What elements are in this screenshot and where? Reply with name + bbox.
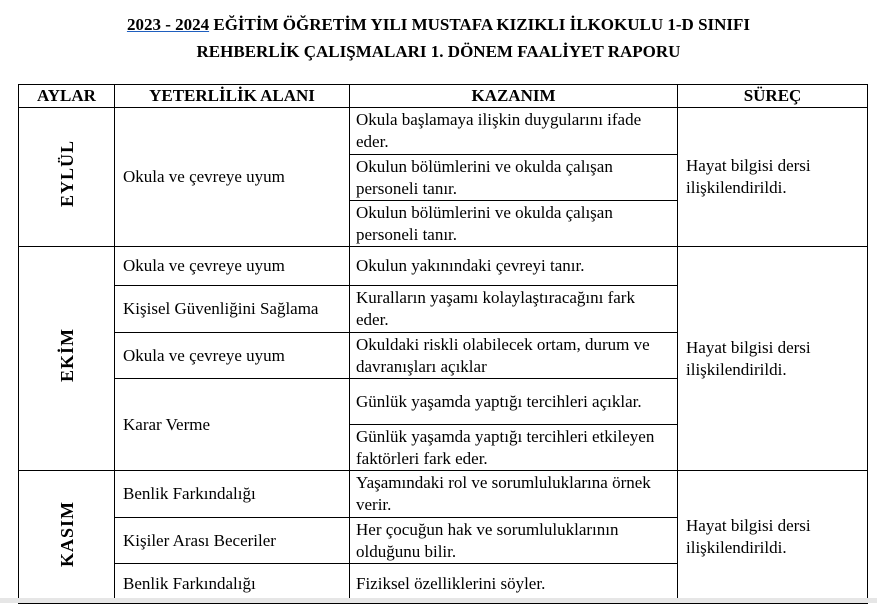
month-label: EYLÜL [56,140,77,208]
header-row [19,85,868,108]
area-cell: Okula ve çevreye uyum [115,333,350,379]
table-row [19,471,868,518]
month-cell-kasim [19,471,115,604]
area-cell: Benlik Farkındalığı [115,471,350,518]
gain-cell: Okuldaki riskli olabilecek ortam, durum ve davranışları açıklar [350,333,678,379]
school-year: 2023 - 2024 [126,15,210,34]
report-title-line-1 [0,14,877,36]
gain-cell: Fiziksel özelliklerini söyler. [350,564,678,604]
report-title-line-2: REHBERLİK ÇALIŞMALARI 1. DÖNEM FAALİYET RAPORU [196,42,681,61]
area-cell: Okula ve çevreye uyum [115,247,350,286]
header-area: YETERLİLİK ALANI [115,85,350,108]
gain-cell: Her çocuğun hak ve sorumluluklarının olduğunu bilir. [350,518,678,564]
month-cell-eylul [19,108,115,247]
area-cell: Benlik Farkındalığı [115,564,350,604]
area-cell: Okula ve çevreye uyum [115,108,350,247]
header-months: AYLAR [19,85,115,108]
process-cell: Hayat bilgisi dersi ilişkilendirildi. [678,247,868,471]
gain-cell: Yaşamındaki rol ve sorumluluklarına örnek verir. [350,471,678,518]
process-cell: Hayat bilgisi dersi ilişkilendirildi. [678,108,868,247]
gain-cell: Okulun bölümlerini ve okulda çalışan personeli tanır. [350,155,678,201]
area-cell: Kişiler Arası Beceriler [115,518,350,564]
gain-cell: Okulun bölümlerini ve okulda çalışan personeli tanır. [350,201,678,247]
title-line-1-rest: EĞİTİM ÖĞRETİM YILI MUSTAFA KIZIKLI İLKOKULU 1-D SINIFI [209,15,751,34]
month-label: EKİM [56,328,77,383]
process-cell: Hayat bilgisi dersi ilişkilendirildi. [678,471,868,604]
month-cell-ekim [19,247,115,471]
area-cell: Kişisel Güvenliğini Sağlama [115,286,350,333]
table-row [19,247,868,286]
header-process: SÜREÇ [678,85,868,108]
area-cell: Karar Verme [115,379,350,471]
table-row [19,108,868,155]
gain-cell: Günlük yaşamda yaptığı tercihleri açıklar. [350,379,678,425]
gain-cell: Okula başlamaya ilişkin duygularını ifade eder. [350,108,678,155]
bottom-scroll-strip [0,598,877,603]
gain-cell: Okulun yakınındaki çevreyi tanır. [350,247,678,286]
month-label: KASIM [56,500,77,567]
guidance-report-table [18,84,868,604]
gain-cell: Kuralların yaşamı kolaylaştıracağını fark eder. [350,286,678,333]
header-gain: KAZANIM [350,85,678,108]
gain-cell: Günlük yaşamda yaptığı tercihleri etkileyen faktörleri fark eder. [350,425,678,471]
